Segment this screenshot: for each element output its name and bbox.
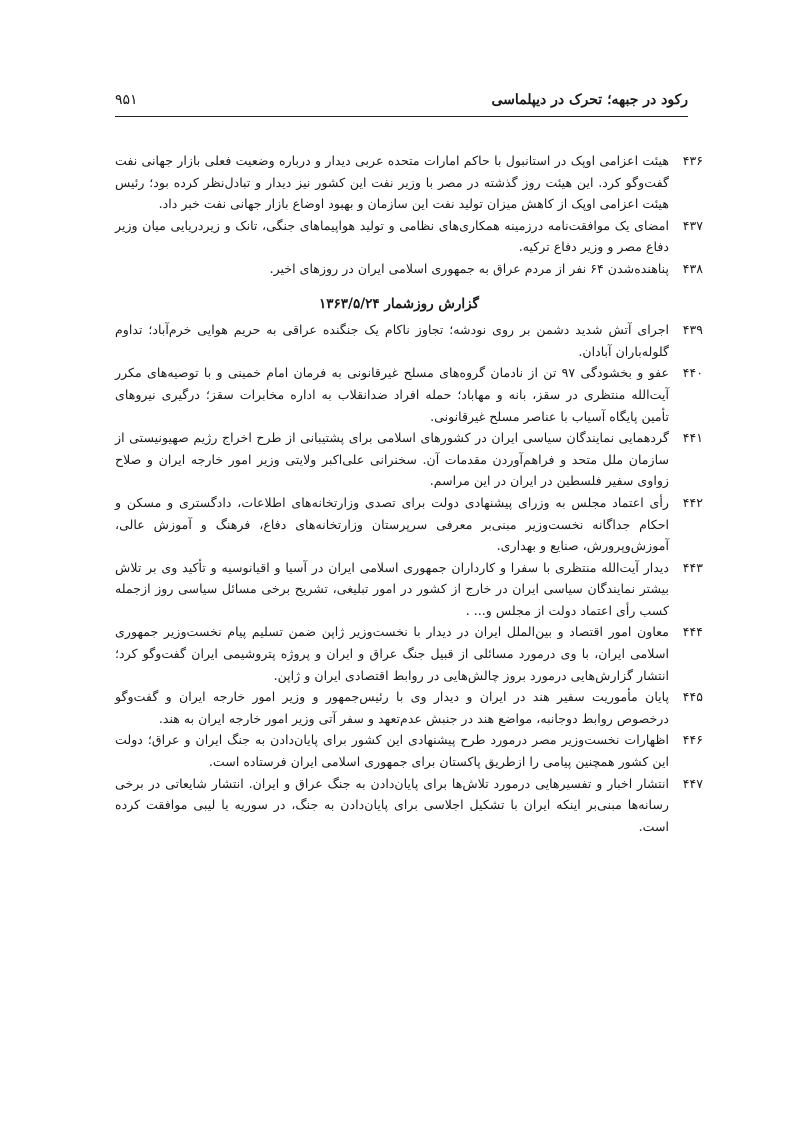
entry-text: انتشار اخبار و تفسیرهایی درمورد تلاش‌ها برای پایان‌دادن به جنگ عراق و ایران. انتشار شایعاتی در برخی رسانه‌ها مبنی‌بر اینکه ایران با تشکیل اجلاسی برای پایان‌دادن به جنگ، در سوریه یا لیبی موافقت کرده است. [115, 775, 669, 834]
entry-446 [115, 729, 703, 772]
entry-number: ۴۳۶ [682, 153, 703, 168]
section-title: گزارش روزشمار ۱۳۶۳/۵/۲۴ [319, 295, 479, 312]
entry-number: ۴۴۵ [682, 689, 703, 705]
entry-441 [115, 427, 703, 492]
entry-number: ۴۳۸ [682, 260, 703, 276]
entry-number: ۴۴۰ [682, 365, 703, 381]
page-body [115, 150, 703, 837]
entry-text: گردهمایی نمایندگان سیاسی ایران در کشورهای اسلامی برای پشتیبانی از طرح اخراج رژیم صهیونیستی از سازمان ملل متحد و فراهم‌آوردن مقدمات آن. سخنرانی علی‌اکبر ولایتی وزیر امور خارجه ایران و صلاح زواوی سفیر فلسطین در ایران در این مراسم. [115, 430, 669, 489]
page-header [115, 88, 688, 117]
entry-text: پناهنده‌شدن ۶۴ نفر از مردم عراق به جمهوری اسلامی ایران در روزهای اخیر. [269, 260, 669, 276]
entry-text: اظهارات نخست‌وزیر مصر درمورد طرح پیشنهادی این کشور برای پایان‌دادن به جنگ ایران و عراق؛ دولت این کشور همچنین پیامی را ازطریق پاکستان برای جمهوری اسلامی ایران فرستاده است. [115, 732, 669, 770]
entry-number: ۴۳۷ [682, 217, 703, 233]
entry-445 [115, 686, 703, 729]
page-number: ۹۵۱ [115, 92, 138, 108]
entry-text: رأی اعتماد مجلس به وزرای پیشنهادی دولت برای تصدی وزارتخانه‌های اطلاعات، دادگستری و مسکن و احکام جداگانه نخست‌وزیر مبنی‌بر معرفی سرپرستان وزارتخانه‌های دفاع، فرهنگ و آموزش عالی، آموزش‌وپرورش، صنایع و بهداری. [115, 494, 669, 554]
entry-number: ۴۴۶ [682, 732, 703, 748]
entry-number: ۴۳۹ [682, 322, 703, 338]
entry-444 [115, 621, 703, 686]
entry-447 [115, 773, 703, 838]
entry-text: دیدار آیت‌الله منتظری با سفرا و کارداران جمهوری اسلامی ایران در آسیا و اقیانوسیه و تأکید وی بر تلاش بیشتر نمایندگان سیاسی ایران در خارج از کشور در امور تبلیغی، تشریح برخی مسائل سیاسی روز ازجمله کسب رأی اعتماد دولت از مجلس و... . [115, 559, 669, 618]
entry-439 [115, 319, 703, 362]
running-title: رکود در جبهه؛ تحرک در دیپلماسی [491, 92, 688, 108]
entry-number: ۴۴۲ [682, 494, 703, 510]
entry-text: معاون امور اقتصاد و بین‌الملل ایران در دیدار با نخست‌وزیر ژاپن ضمن تسلیم پیام نخست‌وزیر جمهوری اسلامی ایران، با وی درمورد مسائلی از قبیل جنگ عراق و ایران و پروژه پتروشیمی ایران گفت‌وگو کرد؛ انتشار گزارش‌هایی درمورد بروز چالش‌هایی در روابط اقتصادی ایران و ژاپن. [115, 624, 669, 683]
entry-number: ۴۴۱ [682, 430, 703, 446]
entry-number: ۴۴۷ [682, 775, 703, 791]
entry-442 [115, 492, 703, 557]
entry-440 [115, 362, 703, 427]
entry-443 [115, 557, 703, 622]
entry-436 [115, 150, 703, 215]
entry-number: ۴۴۴ [682, 624, 703, 640]
entry-text: پایان مأموریت سفیر هند در ایران و دیدار وی با رئیس‌جمهور و وزیر امور خارجه ایران و گفت‌وگو درخصوص روابط دوجانبه، مواضع هند در جنبش عدم‌تعهد و سفر آتی وزیر امور خارجه ایران به هند. [115, 689, 669, 726]
entry-text: هیئت اعزامی اوپک در استانبول با حاکم امارات متحده عربی دیدار و درباره وضعیت فعلی بازار جهانی نفت گفت‌وگو کرد. این هیئت روز گذشته در مصر با وزیر نفت این کشور نیز دیدار و تبادل‌نظر کرده بود؛ رئیس هیئت اعزامی اوپک از کاهش میزان تولید نفت این سازمان و بهبود اوضاع بازار جهانی نفت خبر داد. [115, 153, 669, 212]
entry-437 [115, 215, 703, 258]
entry-438 [115, 258, 703, 280]
entry-text: امضای یک موافقت‌نامه درزمینه همکاری‌های نظامی و تولید هواپیماهای جنگی، تانک و زیردریایی میان وزیر دفاع مصر و وزیر دفاع ترکیه. [115, 217, 669, 255]
entry-number: ۴۴۳ [682, 559, 703, 575]
entry-text: اجرای آتش شدید دشمن بر روی نودشه؛ تجاوز ناکام یک جنگنده عراقی به حریم هوایی خرم‌آباد؛ تداوم گلوله‌باران آبادان. [115, 322, 669, 359]
entry-text: عفو و بخشودگی ۹۷ تن از نادمان گروه‌های مسلح غیرقانونی به فرمان امام خمینی و با توصیه‌های مکرر آیت‌الله منتظری در سقز، بانه و مهاباد؛ حمله افراد ضدانقلاب به اداره مخابرات سقز؛ درگیری نیروهای تأمین پایگاه آسیاب با عناصر مسلح غیرقانونی. [115, 365, 669, 424]
